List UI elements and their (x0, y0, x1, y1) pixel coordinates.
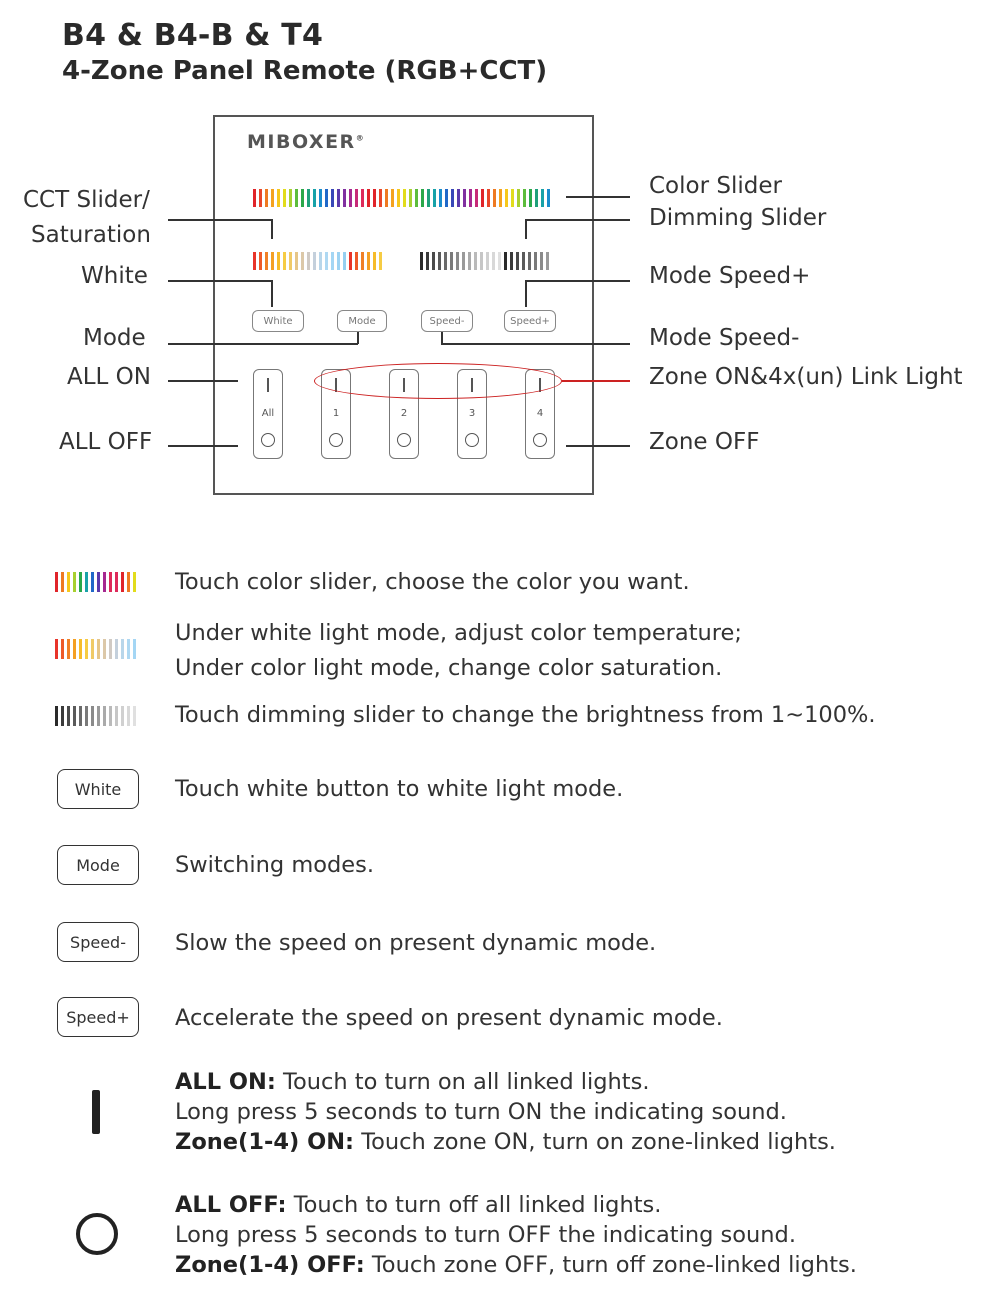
slider-stripe (504, 252, 507, 270)
off-icon[interactable] (465, 433, 479, 447)
legend-on-line1: ALL ON: Touch to turn on all linked lights. (175, 1069, 650, 1095)
leader-mode-h (168, 343, 358, 345)
leader-cct-h (168, 219, 272, 221)
slider-stripe (528, 252, 531, 270)
slider-stripe (133, 639, 136, 659)
slider-stripe (445, 189, 448, 207)
slider-stripe (91, 706, 94, 726)
slider-stripe (271, 189, 274, 207)
slider-stripe (487, 189, 490, 207)
slider-stripe (367, 252, 370, 270)
slider-stripe (325, 252, 328, 270)
slider-stripe (319, 252, 322, 270)
legend-white-button: White (57, 769, 139, 809)
callout-cct-line1: CCT Slider/ (23, 187, 150, 213)
slider-stripe (355, 252, 358, 270)
zone-label: 3 (468, 408, 476, 419)
slider-stripe (295, 189, 298, 207)
slider-stripe (475, 189, 478, 207)
callout-mode-speed-plus: Mode Speed+ (649, 263, 811, 289)
slider-stripe (468, 252, 471, 270)
slider-stripe (307, 189, 310, 207)
slider-stripe (469, 189, 472, 207)
slider-stripe (522, 252, 525, 270)
slider-stripe (481, 189, 484, 207)
slider-stripe (331, 189, 334, 207)
slider-stripe (325, 189, 328, 207)
slider-stripe (127, 639, 130, 659)
slider-stripe (457, 189, 460, 207)
slider-stripe (450, 252, 453, 270)
slider-stripe (474, 252, 477, 270)
slider-stripe (253, 189, 256, 207)
slider-stripe (444, 252, 447, 270)
slider-stripe (493, 189, 496, 207)
slider-stripe (103, 572, 106, 592)
off-icon[interactable] (329, 433, 343, 447)
slider-stripe (115, 639, 118, 659)
slider-stripe (259, 252, 262, 270)
cct-slider[interactable] (253, 252, 382, 270)
slider-stripe (109, 639, 112, 659)
slider-stripe (301, 189, 304, 207)
slider-stripe (283, 252, 286, 270)
slider-stripe (535, 189, 538, 207)
slider-stripe (265, 252, 268, 270)
slider-stripe (97, 639, 100, 659)
callout-zone-off: Zone OFF (649, 429, 760, 455)
slider-stripe (73, 572, 76, 592)
callout-zone-on: Zone ON&4x(un) Link Light (649, 364, 963, 390)
zone-label: 2 (400, 408, 408, 419)
slider-stripe (295, 252, 298, 270)
slider-stripe (109, 706, 112, 726)
slider-stripe (433, 189, 436, 207)
legend-cct-line1: Under white light mode, adjust color temperature; (175, 620, 742, 646)
slider-stripe (109, 572, 112, 592)
slider-stripe (343, 252, 346, 270)
slider-stripe (121, 639, 124, 659)
slider-stripe (420, 252, 423, 270)
leader-color-slider (566, 196, 630, 198)
slider-stripe (355, 189, 358, 207)
slider-stripe (277, 252, 280, 270)
white-button[interactable]: White (252, 310, 304, 332)
slider-stripe (498, 252, 501, 270)
leader-cct-v (271, 219, 273, 239)
slider-stripe (415, 189, 418, 207)
slider-stripe (379, 189, 382, 207)
slider-stripe (546, 252, 549, 270)
on-icon[interactable] (267, 378, 269, 392)
slider-stripe (492, 252, 495, 270)
leader-white-h (168, 280, 272, 282)
slider-stripe (427, 189, 430, 207)
legend-on-line3: Zone(1-4) ON: Touch zone ON, turn on zone-linked lights. (175, 1129, 836, 1155)
slider-stripe (61, 639, 64, 659)
slider-stripe (313, 252, 316, 270)
slider-stripe (421, 189, 424, 207)
off-icon[interactable] (533, 433, 547, 447)
slider-stripe (103, 706, 106, 726)
leader-zone-off (566, 445, 630, 447)
leader-all-off (168, 445, 238, 447)
leader-speed-plus-h (525, 280, 630, 282)
zone-label: 1 (332, 408, 340, 419)
slider-stripe (271, 252, 274, 270)
slider-stripe (337, 252, 340, 270)
slider-stripe (67, 706, 70, 726)
speed-minus-button[interactable]: Speed- (421, 310, 473, 332)
slider-stripe (463, 189, 466, 207)
slider-stripe (439, 189, 442, 207)
slider-stripe (253, 252, 256, 270)
slider-stripe (283, 189, 286, 207)
slider-stripe (480, 252, 483, 270)
slider-stripe (61, 706, 64, 726)
leader-white-v (271, 280, 273, 307)
slider-stripe (265, 189, 268, 207)
slider-stripe (289, 189, 292, 207)
legend-mode-button: Mode (57, 845, 139, 885)
slider-stripe (403, 189, 406, 207)
leader-speed-plus-v (525, 280, 527, 307)
slider-stripe (523, 189, 526, 207)
slider-stripe (361, 189, 364, 207)
slider-stripe (115, 706, 118, 726)
zone-label: 4 (536, 408, 544, 419)
zone-label: All (261, 408, 275, 419)
legend-cct-line2: Under color light mode, change color saturation. (175, 655, 723, 681)
slider-stripe (289, 252, 292, 270)
slider-stripe (367, 189, 370, 207)
slider-stripe (541, 189, 544, 207)
slider-stripe (343, 189, 346, 207)
slider-stripe (409, 189, 412, 207)
callout-color-slider: Color Slider (649, 173, 782, 199)
slider-stripe (55, 706, 58, 726)
slider-stripe (97, 572, 100, 592)
slider-stripe (61, 572, 64, 592)
slider-stripe (73, 706, 76, 726)
slider-stripe (397, 189, 400, 207)
leader-speed-minus-h (441, 343, 630, 345)
slider-stripe (349, 252, 352, 270)
brand-logo: MIBOXER® (247, 131, 364, 153)
slider-stripe (349, 189, 352, 207)
zone-on-leader-line (562, 380, 630, 382)
legend-speed-plus-desc: Accelerate the speed on present dynamic mode. (175, 1005, 723, 1031)
slider-stripe (67, 639, 70, 659)
off-icon[interactable] (397, 433, 411, 447)
slider-stripe (486, 252, 489, 270)
slider-stripe (499, 189, 502, 207)
slider-stripe (85, 639, 88, 659)
slider-stripe (373, 252, 376, 270)
slider-stripe (511, 189, 514, 207)
slider-stripe (85, 572, 88, 592)
legend-color-slider: Touch color slider, choose the color you want. (175, 569, 690, 595)
mode-button[interactable]: Mode (337, 310, 387, 332)
slider-stripe (115, 572, 118, 592)
slider-stripe (331, 252, 334, 270)
page-subtitle: 4-Zone Panel Remote (RGB+CCT) (62, 56, 548, 86)
leader-mode-v (357, 332, 359, 344)
legend-dimming: Touch dimming slider to change the brightness from 1~100%. (175, 702, 876, 728)
off-circle-icon (76, 1213, 118, 1255)
legend-on-line2: Long press 5 seconds to turn ON the indicating sound. (175, 1099, 787, 1125)
slider-stripe (55, 572, 58, 592)
leader-dimming-v (525, 219, 527, 239)
slider-stripe (517, 189, 520, 207)
slider-stripe (451, 189, 454, 207)
slider-stripe (127, 572, 130, 592)
callout-dimming-slider: Dimming Slider (649, 205, 827, 231)
on-bar-icon (92, 1090, 100, 1134)
slider-stripe (529, 189, 532, 207)
slider-stripe (373, 189, 376, 207)
slider-stripe (426, 252, 429, 270)
zone-all[interactable] (253, 369, 283, 459)
cct-slider-icon (55, 639, 136, 659)
slider-stripe (121, 572, 124, 592)
page-title: B4 & B4-B & T4 (62, 18, 324, 53)
color-slider-icon (55, 572, 136, 592)
slider-stripe (438, 252, 441, 270)
legend-mode-desc: Switching modes. (175, 852, 375, 878)
legend-white-desc: Touch white button to white light mode. (175, 776, 624, 802)
off-icon[interactable] (261, 433, 275, 447)
callout-all-on: ALL ON (67, 364, 151, 390)
slider-stripe (432, 252, 435, 270)
callout-all-off: ALL OFF (59, 429, 153, 455)
slider-stripe (337, 189, 340, 207)
slider-stripe (516, 252, 519, 270)
slider-stripe (547, 189, 550, 207)
slider-stripe (319, 189, 322, 207)
slider-stripe (277, 189, 280, 207)
slider-stripe (385, 189, 388, 207)
slider-stripe (85, 706, 88, 726)
slider-stripe (97, 706, 100, 726)
legend-speed-minus-desc: Slow the speed on present dynamic mode. (175, 930, 657, 956)
slider-stripe (79, 639, 82, 659)
slider-stripe (79, 706, 82, 726)
slider-stripe (91, 639, 94, 659)
legend-off-line2: Long press 5 seconds to turn OFF the indicating sound. (175, 1222, 796, 1248)
leader-all-on (168, 380, 238, 382)
dimming-slider[interactable] (420, 252, 549, 270)
slider-stripe (67, 572, 70, 592)
color-slider[interactable] (253, 189, 550, 207)
legend-off-line3: Zone(1-4) OFF: Touch zone OFF, turn off zone-linked lights. (175, 1252, 857, 1278)
slider-stripe (307, 252, 310, 270)
callout-white: White (81, 263, 148, 289)
leader-speed-minus-v (441, 332, 443, 344)
slider-stripe (127, 706, 130, 726)
legend-speed-plus-button: Speed+ (57, 997, 139, 1037)
callout-cct-line2: Saturation (31, 222, 151, 248)
slider-stripe (540, 252, 543, 270)
slider-stripe (133, 706, 136, 726)
leader-dimming-h (525, 219, 630, 221)
slider-stripe (55, 639, 58, 659)
slider-stripe (379, 252, 382, 270)
slider-stripe (505, 189, 508, 207)
dimming-slider-icon (55, 706, 136, 726)
callout-mode-speed-minus: Mode Speed- (649, 325, 800, 351)
legend-off-line1: ALL OFF: Touch to turn off all linked lights. (175, 1192, 662, 1218)
slider-stripe (73, 639, 76, 659)
slider-stripe (103, 639, 106, 659)
speed-plus-button[interactable]: Speed+ (504, 310, 556, 332)
zone-on-highlight (314, 363, 562, 399)
slider-stripe (133, 572, 136, 592)
slider-stripe (91, 572, 94, 592)
slider-stripe (456, 252, 459, 270)
slider-stripe (301, 252, 304, 270)
slider-stripe (462, 252, 465, 270)
slider-stripe (391, 189, 394, 207)
callout-mode: Mode (83, 325, 146, 351)
legend-speed-minus-button: Speed- (57, 922, 139, 962)
slider-stripe (79, 572, 82, 592)
slider-stripe (259, 189, 262, 207)
slider-stripe (361, 252, 364, 270)
slider-stripe (313, 189, 316, 207)
slider-stripe (534, 252, 537, 270)
slider-stripe (121, 706, 124, 726)
slider-stripe (510, 252, 513, 270)
